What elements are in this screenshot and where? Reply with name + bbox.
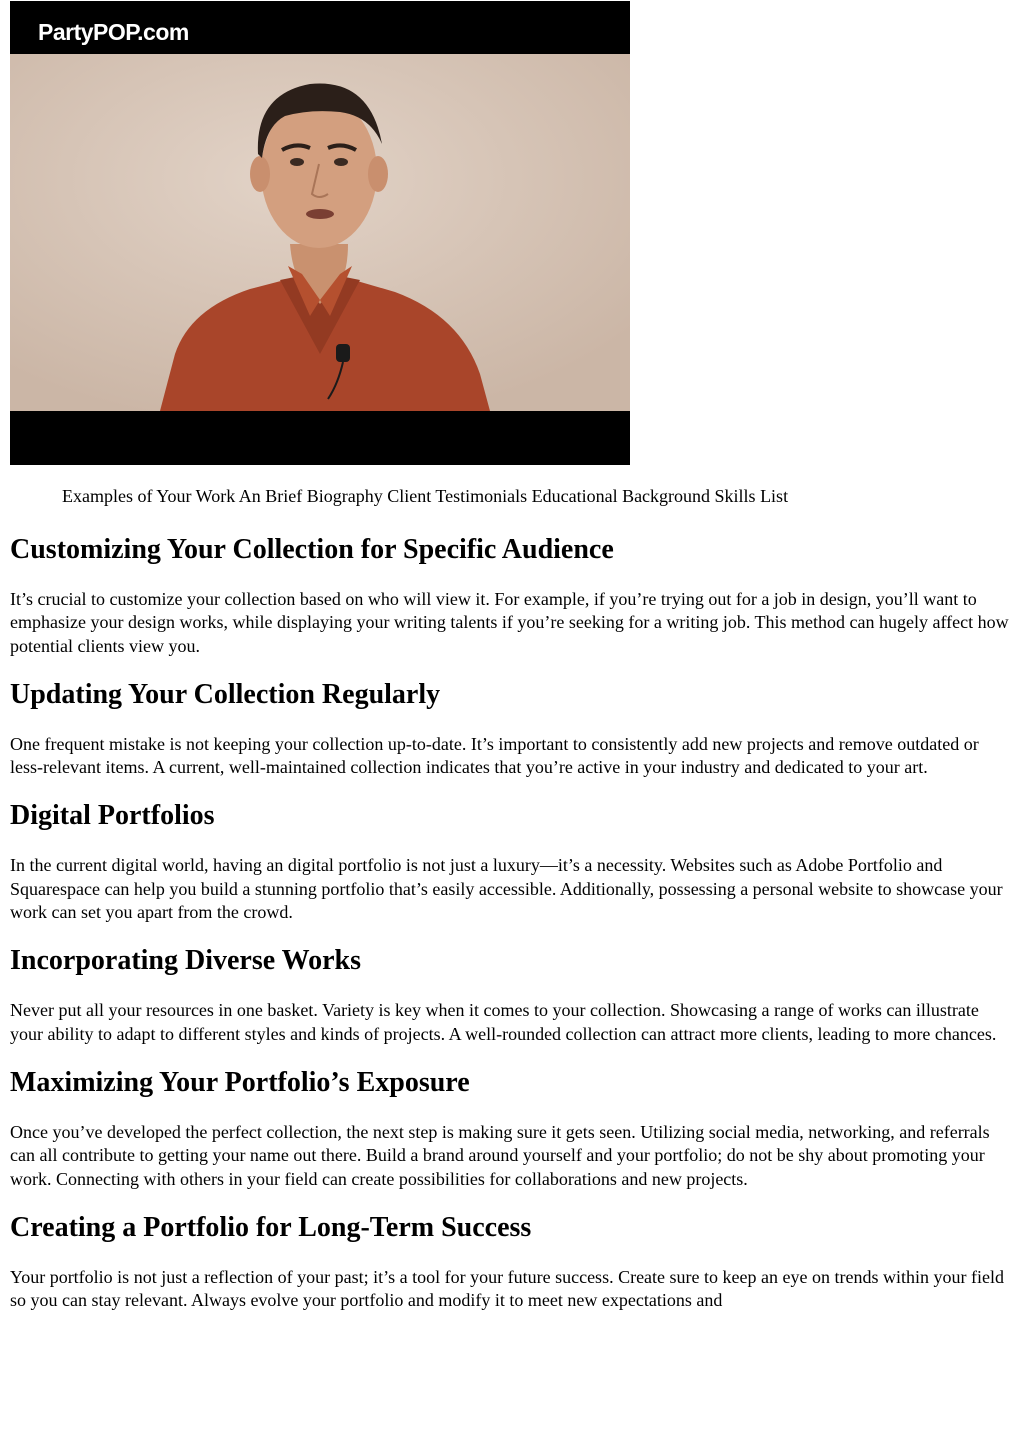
article-body <box>10 533 1014 1332</box>
section-paragraph: It’s crucial to customize your collection based on who will view it. For example, if you’re trying out for a job in design, you’ll want to emphasize your design works, while displaying your writing talents if you’re seeking for a writing job. This method can hugely affect how potential clients view you. <box>10 589 1009 656</box>
section-customizing <box>10 533 1014 658</box>
section-updating <box>10 678 1014 780</box>
video-player[interactable] <box>10 1 630 465</box>
section-exposure <box>10 1066 1014 1191</box>
section-heading: Digital Portfolios <box>10 800 215 832</box>
section-paragraph: Once you’ve developed the perfect collection, the next step is making sure it gets seen. Utilizing social media, networking, and referrals can all contribute to getting your name out there. Build a brand around yourself and your portfolio; do not be shy about promoting your work. Connecting with others in your field can create possibilities for collaborations and new projects. <box>10 1121 990 1189</box>
video-logo-watermark: PartyPOP.com <box>38 19 189 45</box>
section-digital-portfolios <box>10 799 1014 924</box>
section-heading: Updating Your Collection Regularly <box>10 678 441 710</box>
section-paragraph: Your portfolio is not just a reflection of your past; it’s a tool for your future success. Create sure to keep an eye on trends within your field so you can stay relevant. Always evolve your portfolio and modify it to meet new expectations and <box>10 1266 1004 1311</box>
presenter-illustration <box>10 54 630 411</box>
section-heading: Maximizing Your Portfolio’s Exposure <box>10 1066 470 1098</box>
section-paragraph: One frequent mistake is not keeping your collection up-to-date. It’s important to consistently add new projects and remove outdated or less-relevant items. A current, well-maintained collection indicates that you’re active in your industry and dedicated to your art. <box>10 733 979 778</box>
section-heading: Creating a Portfolio for Long-Term Success <box>10 1211 532 1243</box>
video-still-image <box>10 54 630 411</box>
section-paragraph: Never put all your resources in one basket. Variety is key when it comes to your collection. Showcasing a range of works can illustrate your ability to adapt to different styles and kinds of projects. A well-rounded collection can attract more clients, leading to more chances. <box>10 1000 997 1044</box>
section-paragraph: In the current digital world, having an digital portfolio is not just a luxury—it’s a necessity. Websites such as Adobe Portfolio and Squarespace can help you build a stunning portfolio that’s easily accessible. Additionally, possessing a personal website to showcase your work can set you apart from the crowd. <box>10 855 1003 923</box>
portfolio-elements-list: Examples of Your Work An Brief Biography Client Testimonials Educational Background Skills List <box>62 486 789 506</box>
section-long-term-success <box>10 1211 1014 1313</box>
section-heading: Incorporating Diverse Works <box>10 945 362 977</box>
section-diverse-works <box>10 944 1014 1046</box>
section-heading: Customizing Your Collection for Specific Audience <box>10 534 614 565</box>
